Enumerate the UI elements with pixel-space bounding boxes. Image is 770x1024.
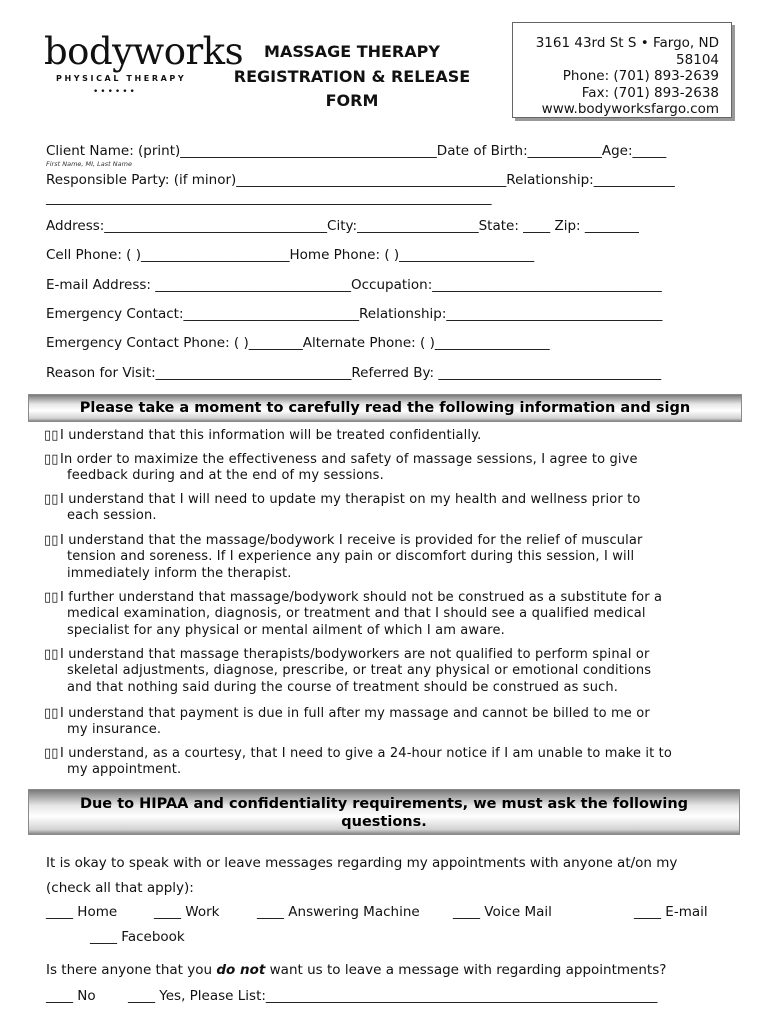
phone-fields[interactable]: Cell Phone: ( )______________________Home Phone: ( )____________________ — [46, 247, 535, 263]
option-email[interactable]: ____ E-mail — [634, 904, 708, 920]
fax-line: Fax: (701) 893-2638 — [581, 84, 719, 101]
emergency-phone-field[interactable]: Emergency Contact Phone: ( )________Alternate Phone: ( )_________________ — [46, 335, 550, 351]
logo-subtitle: PHYSICAL THERAPY — [56, 74, 187, 83]
responsible-party-continuation[interactable]: __________________________________________________________________ — [46, 190, 492, 206]
option-no[interactable]: ____ No — [46, 988, 96, 1004]
contact-box — [512, 22, 732, 118]
responsible-party-field[interactable]: Responsible Party: (if minor)________________________________________Relationship:____________ — [46, 172, 675, 188]
checkbox-icon[interactable]: ▯▯ — [44, 706, 59, 721]
address-line-2: 58104 — [676, 51, 719, 68]
hipaa-question-2: Is there anyone that you do not want us to leave a message with regarding appointments? — [46, 962, 667, 978]
hipaa-question-1-instruction: (check all that apply): — [46, 880, 194, 896]
phone-line: Phone: (701) 893-2639 — [562, 68, 719, 84]
checkbox-icon[interactable]: ▯▯ — [44, 746, 59, 761]
reason-referred-field[interactable]: Reason for Visit:_____________________________Referred By: _________________________________ — [46, 365, 662, 381]
option-voice-mail[interactable]: ____ Voice Mail — [453, 904, 552, 920]
website-line: www.bodyworksfargo.com — [541, 101, 719, 117]
title-line-1: MASSAGE THERAPY — [264, 42, 440, 61]
option-work[interactable]: ____ Work — [154, 904, 220, 920]
list-item: ▯▯I understand that payment is due in full after my massage and cannot be billed to me or my insurance. — [44, 706, 650, 738]
client-name-field[interactable]: Client Name: (print)______________________________________Date of Birth:___________Age:_____ — [46, 143, 667, 159]
hipaa-question-1: It is okay to speak with or leave messages regarding my appointments with anyone at/on my — [46, 855, 678, 871]
list-item: ▯▯I understand that massage therapists/bodyworkers are not qualified to perform spinal or skeletal adjustments, diagnose, prescribe, or treat any physical or emotional conditions and that nothing said during the course of treatment should be construed as such. — [44, 647, 652, 695]
checkbox-icon[interactable]: ▯▯ — [44, 647, 59, 662]
list-item: ▯▯I understand, as a courtesy, that I need to give a 24-hour notice if I am unable to make it to my appointment. — [44, 746, 673, 778]
hipaa-banner: Due to HIPAA and confidentiality requirements, we must ask the following questions. — [28, 789, 740, 835]
checkbox-icon[interactable]: ▯▯ — [44, 590, 59, 605]
list-item: ▯▯In order to maximize the effectiveness and safety of massage sessions, I agree to give feedback during and at the end of my sessions. — [44, 452, 638, 484]
read-and-sign-banner: Please take a moment to carefully read the following information and sign — [28, 394, 742, 422]
option-yes-list[interactable]: ____ Yes, Please List:__________________________________________________________ — [128, 988, 658, 1004]
checkbox-icon[interactable]: ▯▯ — [44, 452, 59, 467]
title-line-3: FORM — [325, 91, 379, 110]
logo-wordmark: bodyworks — [44, 30, 244, 73]
option-answering-machine[interactable]: ____ Answering Machine — [257, 904, 420, 920]
address-field[interactable]: Address:_________________________________City:__________________State: ____ Zip: ________ — [46, 218, 639, 234]
option-facebook[interactable]: ____ Facebook — [90, 929, 185, 945]
list-item: ▯▯I understand that the massage/bodywork I receive is provided for the relief of muscular tension and soreness. If I experience any pain or discomfort during this session, I will immediately inform the therapist. — [44, 533, 643, 581]
list-item: ▯▯I understand that I will need to update my therapist on my health and wellness prior to each session. — [44, 492, 641, 524]
form-title — [212, 40, 492, 114]
checkbox-icon[interactable]: ▯▯ — [44, 492, 59, 507]
list-item: ▯▯I understand that this information will be treated confidentially. — [44, 428, 482, 443]
title-line-2: REGISTRATION & RELEASE — [233, 66, 471, 86]
address-line-1: 3161 43rd St S • Fargo, ND — [535, 35, 719, 51]
list-item: ▯▯I further understand that massage/bodywork should not be construed as a substitute for a medical examination, diagnosis, or treatment and that I should see a qualified medical specialist for any physical or mental ailment of which I am aware. — [44, 590, 663, 638]
logo-dots: •••••• — [93, 87, 137, 97]
checkbox-icon[interactable]: ▯▯ — [44, 533, 59, 548]
emergency-contact-field[interactable]: Emergency Contact:__________________________Relationship:________________________________ — [46, 306, 663, 322]
email-occupation-fields[interactable]: E-mail Address: _____________________________Occupation:__________________________________ — [46, 277, 662, 293]
client-name-hint: First Name, MI, Last Name — [46, 160, 132, 168]
option-home[interactable]: ____ Home — [46, 904, 118, 920]
checkbox-icon[interactable]: ▯▯ — [44, 428, 59, 443]
